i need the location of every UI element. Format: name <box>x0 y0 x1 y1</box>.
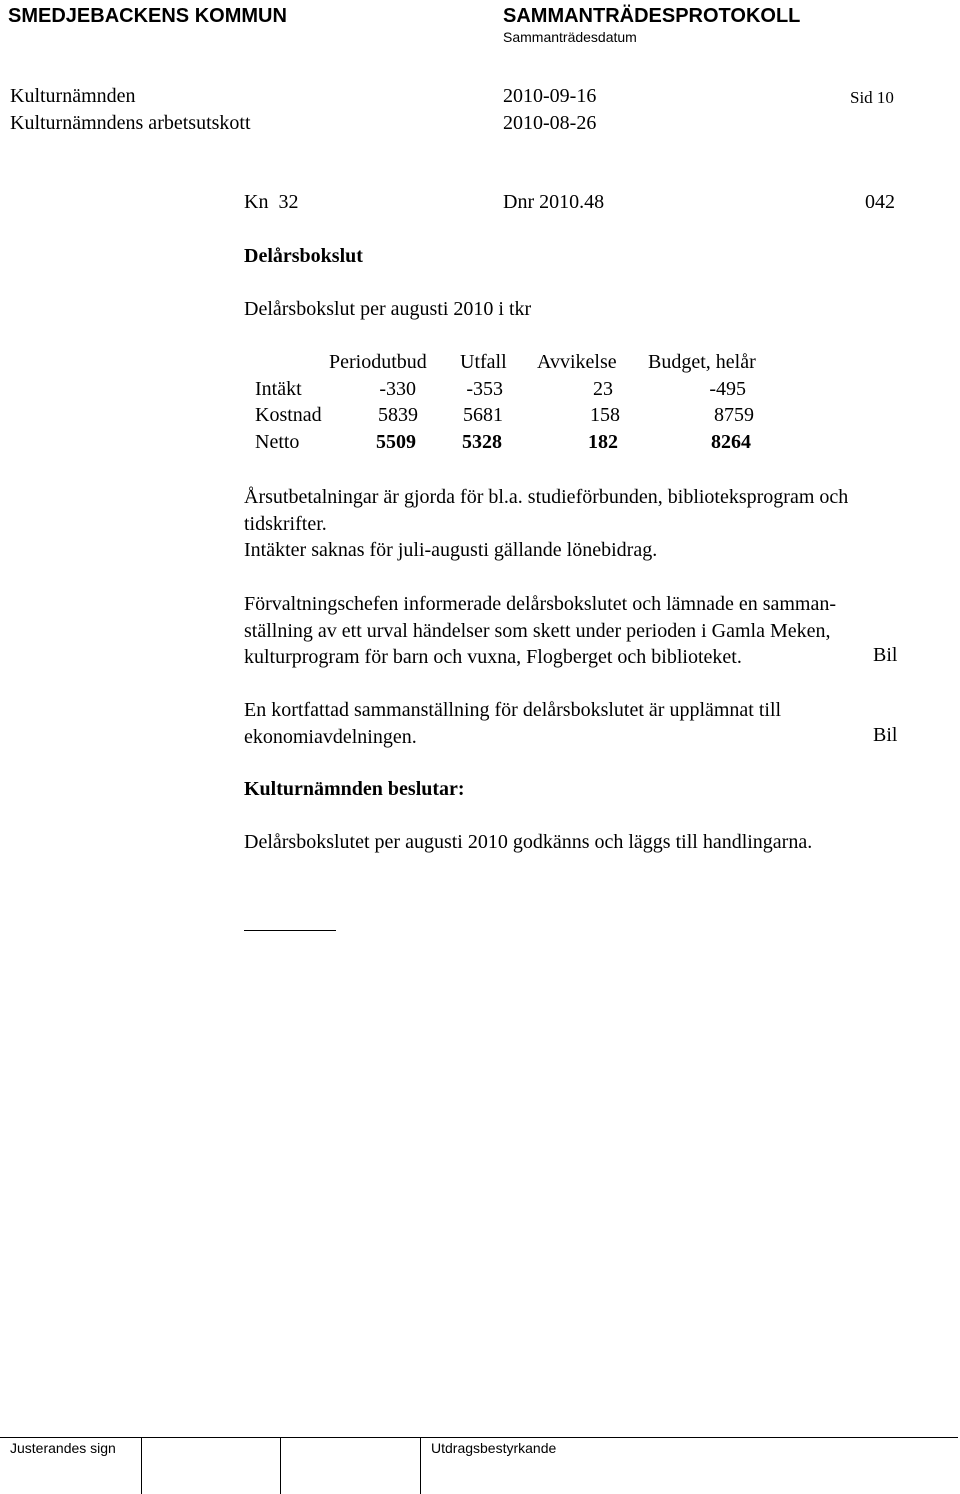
case-number: Kn 32 <box>244 191 299 213</box>
separator-line <box>244 930 336 931</box>
footer-divider <box>280 1437 281 1494</box>
committee-name: Kulturnämndens arbetsutskott <box>10 112 251 134</box>
column-header-avvikelse: Avvikelse <box>537 351 617 373</box>
diary-number: Dnr 2010.48 <box>503 191 605 213</box>
section-title: Delårsbokslut <box>244 245 363 267</box>
row-label-kostnad: Kostnad <box>255 404 322 426</box>
table-cell: 182 <box>588 431 618 453</box>
table-cell: 5509 <box>376 431 416 453</box>
excerpt-label: Utdragsbestyrkande <box>431 1440 557 1456</box>
municipality-name: SMEDJEBACKENS KOMMUN <box>8 5 287 27</box>
board-name: Kulturnämnden <box>10 85 136 107</box>
column-header-periodutbud: Periodutbud <box>329 351 427 373</box>
footer-divider <box>141 1437 142 1494</box>
text-line: ställning av ett urval händelser som skett under perioden i Gamla Meken, <box>244 619 831 642</box>
text-line: En kortfattad sammanställning för delårsbokslutet är upplämnat till <box>244 699 782 721</box>
text-line: kulturprogram för barn och vuxna, Flogberget och biblioteket. <box>244 646 742 668</box>
board-meeting-date: 2010-09-16 <box>503 85 597 107</box>
text-line: Intäkter saknas för juli-augusti gällande lönebidrag. <box>244 539 658 561</box>
row-label-netto: Netto <box>255 431 300 453</box>
table-cell: 5681 <box>463 404 503 426</box>
section-subtitle: Delårsbokslut per augusti 2010 i tkr <box>244 298 532 320</box>
text-line: ekonomiavdelningen. <box>244 725 417 748</box>
footer-top-rule <box>0 1437 958 1438</box>
paragraph-summary <box>244 697 781 750</box>
table-cell: 158 <box>590 404 620 426</box>
table-cell: -495 <box>709 378 746 400</box>
table-cell: 5328 <box>462 431 502 453</box>
document-type: SAMMANTRÄDESPROTOKOLL <box>503 5 801 27</box>
paragraph-payments <box>244 484 848 564</box>
table-cell: 23 <box>593 378 613 400</box>
row-label-intakt: Intäkt <box>255 378 302 400</box>
classification-code: 042 <box>865 191 895 213</box>
decision-heading: Kulturnämnden beslutar: <box>244 778 465 800</box>
attachment-marker: Bil <box>873 724 898 746</box>
table-cell: 8759 <box>714 404 754 426</box>
page-number: Sid 10 <box>850 88 894 107</box>
table-cell: -330 <box>379 378 416 400</box>
meeting-date-label: Sammanträdesdatum <box>503 29 637 45</box>
text-line: Årsutbetalningar är gjorda för bl.a. studieförbunden, biblioteksprogram och <box>244 486 849 508</box>
footer-divider <box>420 1437 421 1494</box>
committee-meeting-date: 2010-08-26 <box>503 112 597 134</box>
text-line: tidskrifter. <box>244 512 327 535</box>
paragraph-report <box>244 591 836 671</box>
column-header-utfall: Utfall <box>460 351 507 373</box>
decision-text: Delårsbokslutet per augusti 2010 godkänns och läggs till handlingarna. <box>244 831 813 853</box>
table-cell: 8264 <box>711 431 751 453</box>
column-header-budget: Budget, helår <box>648 351 756 373</box>
text-line: Förvaltningschefen informerade delårsbokslutet och lämnade en samman- <box>244 593 837 615</box>
table-cell: 5839 <box>378 404 418 426</box>
signature-label: Justerandes sign <box>10 1440 116 1456</box>
table-cell: -353 <box>466 378 503 400</box>
attachment-marker: Bil <box>873 644 898 666</box>
